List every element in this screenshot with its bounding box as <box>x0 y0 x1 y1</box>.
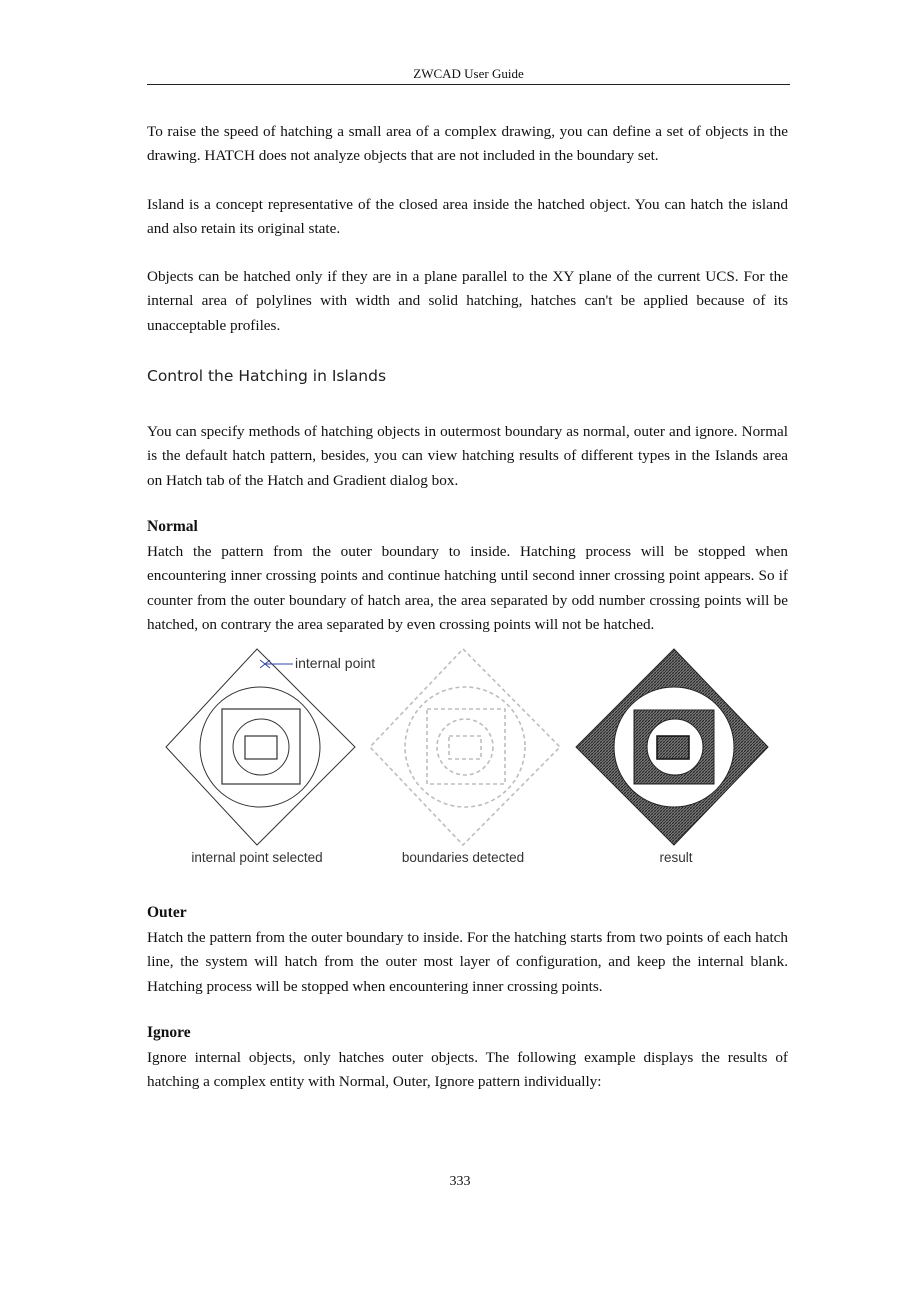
normal-heading: Normal <box>147 518 198 535</box>
internal-point-marker-icon <box>260 660 293 668</box>
outer-heading: Outer <box>147 904 187 921</box>
paragraph-island: Island is a concept representative of the closed area inside the hatched object. You can hatch the island and also retain its original state. <box>147 196 788 238</box>
page-number: 333 <box>449 1174 471 1189</box>
paragraph-ignore: Ignore internal objects, only hatches outer objects. The following example displays the results of hatching a complex entity with Normal, Outer, Ignore pattern individually: <box>147 1049 788 1091</box>
caption-boundaries-detected: boundaries detected <box>401 850 525 865</box>
panel-internal-point-selected <box>166 649 375 865</box>
panel-result <box>576 649 768 865</box>
ignore-heading: Ignore <box>147 1024 191 1041</box>
paragraph-methods: You can specify methods of hatching objects in outermost boundary as normal, outer and ignore. Normal is the default hatch pattern, besides, you can view hatching results of different types in the Islands area on Hatch tab of the Hatch and Gradient dialog box. <box>147 423 788 489</box>
paragraph-boundary-set: To raise the speed of hatching a small area of a complex drawing, you can define a set of objects in the drawing. HATCH does not analyze objects that are not included in the boundary set. <box>147 123 788 165</box>
internal-point-label: internal point <box>295 655 376 671</box>
paragraph-plane: Objects can be hatched only if they are in a plane parallel to the XY plane of the current UCS. For the internal area of polylines with width and solid hatching, hatches can't be applied because of its unacceptable profiles. <box>147 268 788 334</box>
section-heading: Control the Hatching in Islands <box>147 367 387 385</box>
panel-boundaries-detected <box>370 649 560 845</box>
paragraph-outer: Hatch the pattern from the outer boundary to inside. For the hatching starts from two points of each hatch line, the system will hatch from the outer most layer of configuration, and keep the internal blank. Hatching process will be stopped when encountering inner crossing points. <box>147 929 788 995</box>
hatch-islands-figure <box>160 643 772 873</box>
paragraph-normal: Hatch the pattern from the outer boundary to inside. Hatching process will be stopped when encountering inner crossing points and continue hatching until second inner crossing point appears. So if counter from the outer boundary of hatch area, the area separated by odd number crossing points will be hatched, on contrary the area separated by even crossing points will not be hatched. <box>147 543 788 633</box>
caption-internal-point-selected: internal point selected <box>191 850 323 865</box>
caption-result: result <box>659 850 693 865</box>
running-header: ZWCAD User Guide <box>147 66 790 85</box>
